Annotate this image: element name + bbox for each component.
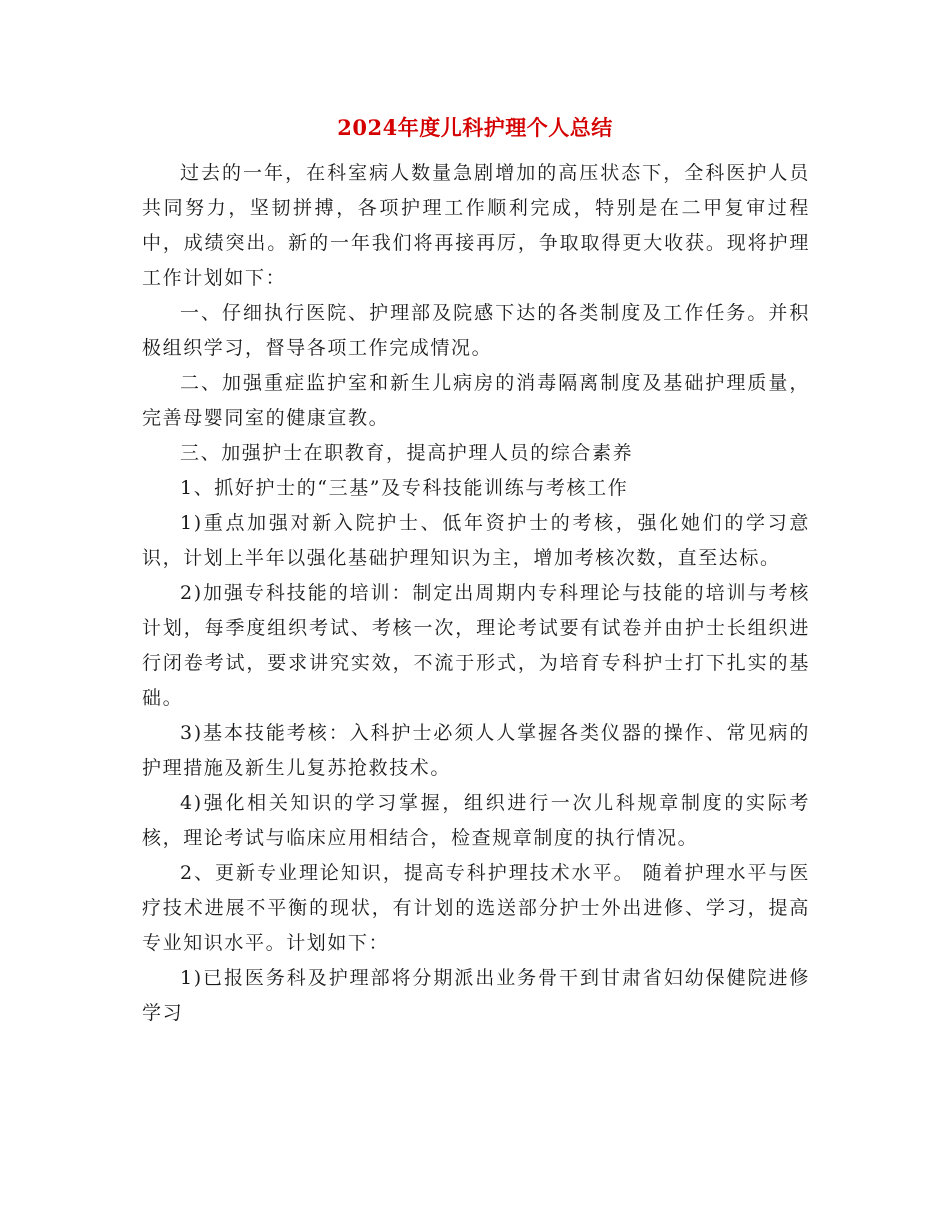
paragraph: 1、抓好护士的“三基”及专科技能训练与考核工作 [180,477,629,499]
paragraph: 4)强化相关知识的学习掌握，组织进行一次儿科规章制度的实际考核，理论考试与临床应用相结合，检查规章制度的执行情况。 [142,792,810,849]
paragraph: 1)已报医务科及护理部将分期派出业务骨干到甘肃省妇幼保健院进修学习 [142,967,810,1024]
paragraph: 三、加强护士在职教育，提高护理人员的综合素养 [180,442,634,464]
paragraph: 2、更新专业理论知识，提高专科护理技术水平。 随着护理水平与医疗技术进展不平衡的现状，有计划的选送部分护士外出进修、学习，提高专业知识水平。计划如下： [142,862,810,954]
paragraph: 3)基本技能考核：入科护士必须人人掌握各类仪器的操作、常见病的护理措施及新生儿复苏抢救技术。 [142,722,810,779]
document-title: 2024年度儿科护理个人总结 [337,115,613,140]
paragraph: 2)加强专科技能的培训：制定出周期内专科理论与技能的培训与考核计划，每季度组织考试、考核一次，理论考试要有试卷并由护士长组织进行闭卷考试，要求讲究实效，不流于形式，为培育专科护士打下扎实的基础。 [142,582,810,709]
document-body [142,156,810,1031]
paragraph: 过去的一年，在科室病人数量急剧增加的高压状态下，全科医护人员共同努力，坚韧拼搏，各项护理工作顺利完成，特别是在二甲复审过程中，成绩突出。新的一年我们将再接再厉，争取取得更大收获。现将护理工作计划如下： [142,162,810,289]
paragraph: 一、仔细执行医院、护理部及院感下达的各类制度及工作任务。并积极组织学习，督导各项工作完成情况。 [142,302,810,359]
paragraph: 1)重点加强对新入院护士、低年资护士的考核，强化她们的学习意识，计划上半年以强化基础护理知识为主，增加考核次数，直至达标。 [142,512,810,569]
paragraph: 二、加强重症监护室和新生儿病房的消毒隔离制度及基础护理质量，完善母婴同室的健康宣教。 [142,372,810,429]
